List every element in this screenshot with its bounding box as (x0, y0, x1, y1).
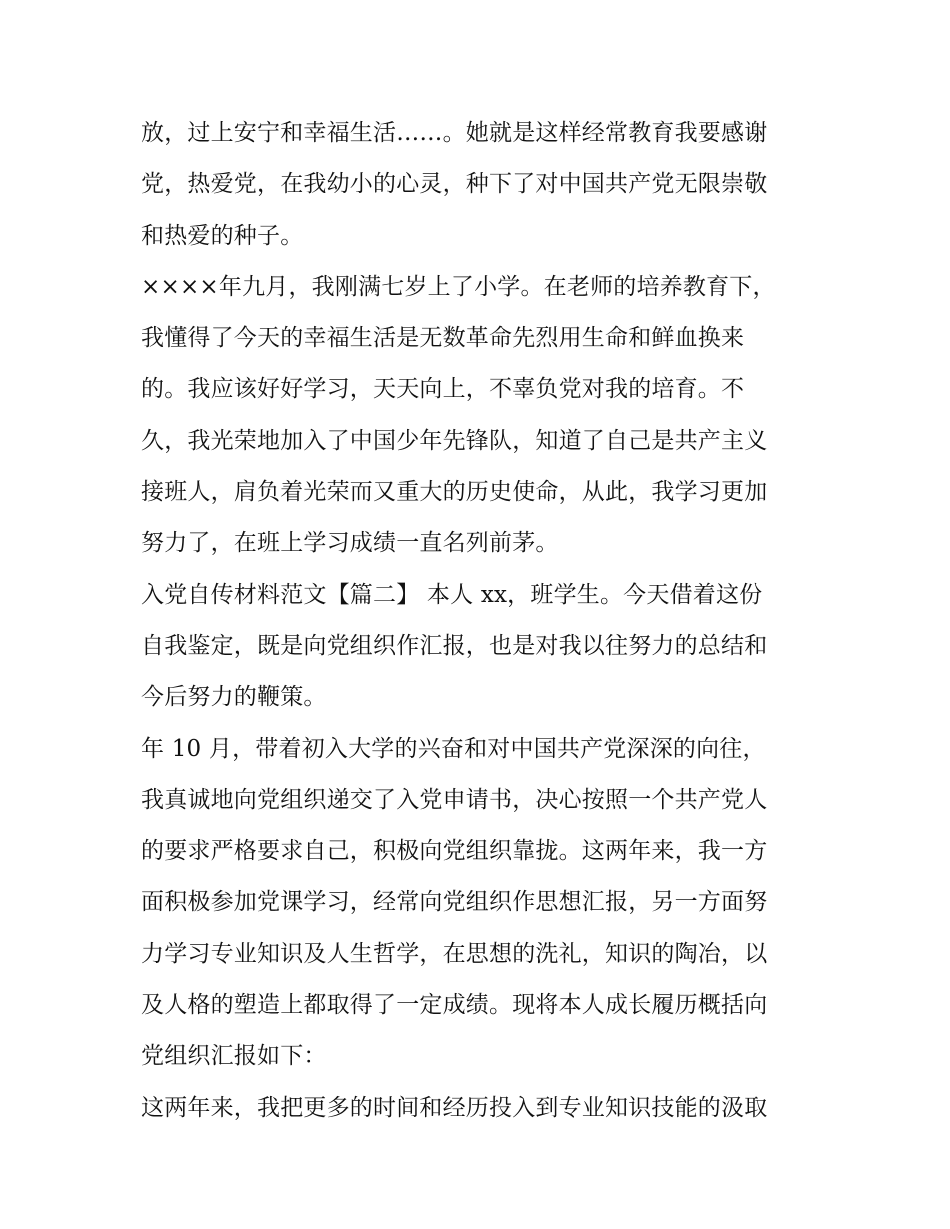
text-line: 的。我应该好好学习，天天向上，不辜负党对我的培育。不 (141, 376, 745, 403)
text-line: 面积极参加党课学习，经常向党组织作思想汇报，另一方面努 (141, 889, 768, 916)
text-line: 和热爱的种子。 (141, 222, 304, 249)
text-line: 我懂得了今天的幸福生活是无数革命先烈用生命和鲜血换来 (141, 325, 745, 352)
text-line: ××××年九月，我刚满七岁上了小学。在老师的培养教育下， (141, 273, 776, 300)
text-line: 的要求严格要求自己，积极向党组织靠拢。这两年来，我一方 (141, 838, 768, 865)
text-line: 今后努力的鞭策。 (141, 684, 327, 711)
text-line: 努力了，在班上学习成绩一直名列前茅。 (141, 530, 559, 557)
text-line: 党组织汇报如下： (141, 1043, 327, 1070)
text-line: 及人格的塑造上都取得了一定成绩。现将本人成长履历概括向 (141, 992, 768, 1019)
text-line: 我真诚地向党组织递交了入党申请书，决心按照一个共产党人 (141, 786, 768, 813)
text-line: 接班人，肩负着光荣而又重大的历史使命，从此，我学习更加 (141, 479, 768, 506)
text-line: 年 10 月，带着初入大学的兴奋和对中国共产党深深的向往， (141, 735, 766, 762)
text-line: 放，过上安宁和幸福生活……。她就是这样经常教育我要感谢 (141, 120, 768, 146)
text-line: 久，我光荣地加入了中国少年先锋队，知道了自己是共产主义 (141, 427, 768, 454)
text-line: 入党自传材料范文【篇二】 本人 xx，班学生。今天借着这份 (141, 581, 763, 608)
text-line: 力学习专业知识及人生哲学，在思想的洗礼，知识的陶冶，以 (141, 940, 768, 967)
text-line: 自我鉴定，既是向党组织作汇报，也是对我以往努力的总结和 (141, 632, 768, 659)
body-text (141, 108, 821, 1134)
text-line: 这两年来，我把更多的时间和经历投入到专业知识技能的汲取 (141, 1094, 768, 1121)
text-line: 党，热爱党，在我幼小的心灵，种下了对中国共产党无限崇敬 (141, 171, 768, 198)
